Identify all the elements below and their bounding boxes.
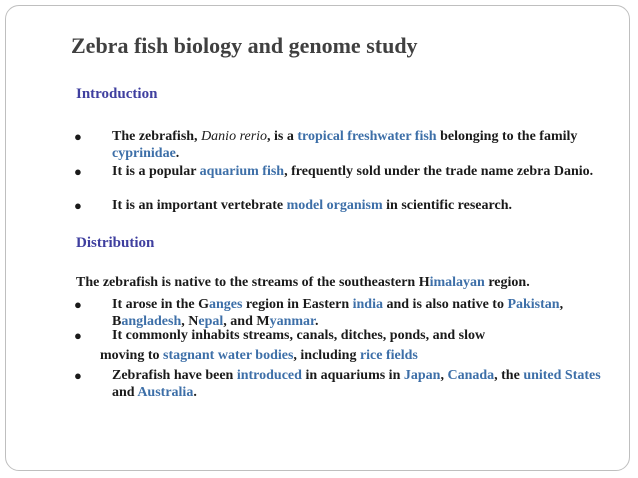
highlighted-term: Australia	[137, 384, 194, 400]
highlighted-term: anges	[208, 297, 243, 312]
highlighted-term: united States	[523, 368, 601, 383]
highlighted-term: stagnant water bodies	[163, 348, 294, 363]
text-run: The zebrafish,	[112, 129, 202, 144]
bullet-dot-icon: ●	[74, 198, 82, 213]
text-run: belonging to the family	[436, 129, 578, 144]
bullet-text	[112, 368, 601, 400]
highlighted-term: Japan	[403, 368, 441, 383]
text-run: , and M	[223, 313, 270, 329]
text-run: in aquariums in	[301, 368, 404, 383]
text-run: .	[175, 145, 180, 161]
dist-bullet-3	[74, 368, 617, 401]
text-run: , N	[181, 313, 199, 329]
text-run: moving to	[100, 348, 163, 363]
bullet-text	[112, 164, 593, 179]
highlighted-term: Pakistan	[507, 297, 560, 312]
highlighted-term: Canada	[447, 368, 495, 383]
text-run: , B	[112, 297, 564, 329]
highlighted-term: india	[352, 297, 383, 312]
text-run: and	[112, 384, 138, 400]
text-run: , including	[293, 348, 360, 363]
text-run: .	[314, 313, 319, 329]
text-run: It commonly inhabits streams, canals, ditches, ponds, and slow	[112, 328, 486, 343]
text-run: Zebrafish have been	[112, 368, 237, 383]
dist-bullet-2-continuation	[100, 348, 418, 365]
italic-text: Danio rerio	[201, 129, 268, 144]
bullet-dot-icon: ●	[74, 368, 82, 383]
introduction-heading: Introduction	[76, 86, 158, 102]
text-run: .	[193, 384, 197, 400]
bullet-dot-icon: ●	[74, 297, 82, 312]
highlighted-term: aquarium fish	[199, 164, 285, 179]
intro-bullet-2	[74, 164, 617, 181]
bullet-text	[112, 129, 577, 161]
dist-bullet-1	[74, 297, 617, 330]
text-run: , the	[494, 368, 524, 383]
highlighted-term: introduced	[236, 368, 302, 383]
bullet-text	[112, 328, 485, 343]
text-run: The zebrafish is native to the streams of the southeastern H	[76, 275, 430, 290]
text-run: It is a popular	[112, 164, 200, 179]
highlighted-term: epal	[198, 313, 224, 329]
highlighted-term: model organism	[286, 198, 383, 213]
text-run: in scientific research.	[382, 198, 512, 213]
distribution-intro-line	[76, 275, 530, 292]
text-run: region in Eastern	[242, 297, 353, 312]
bullet-text	[112, 297, 563, 329]
dist-bullet-2	[74, 328, 617, 345]
text-run: ,	[440, 368, 448, 383]
highlighted-term: angladesh	[121, 313, 182, 329]
text-run: , frequently sold under the trade name zebra Danio.	[284, 164, 594, 179]
highlighted-term: cyprinidae	[112, 145, 176, 161]
highlighted-term: yanmar	[269, 313, 315, 329]
bullet-text	[112, 198, 512, 213]
bullet-dot-icon: ●	[74, 129, 82, 144]
intro-bullet-3	[74, 198, 617, 215]
text-run: , is a	[267, 129, 298, 144]
bullet-dot-icon: ●	[74, 164, 82, 179]
intro-bullet-1	[74, 129, 617, 162]
text-run: It is an important vertebrate	[112, 198, 287, 213]
text-run: It arose in the G	[112, 297, 209, 312]
text-run: and is also native to	[382, 297, 508, 312]
distribution-heading: Distribution	[76, 235, 155, 251]
text-run: region.	[484, 275, 530, 290]
highlighted-term: tropical freshwater fish	[297, 129, 437, 144]
highlighted-term: rice fields	[359, 348, 418, 363]
slide-title: Zebra fish biology and genome study	[71, 33, 418, 58]
highlighted-term: imalayan	[429, 275, 485, 290]
bullet-dot-icon: ●	[74, 328, 82, 343]
